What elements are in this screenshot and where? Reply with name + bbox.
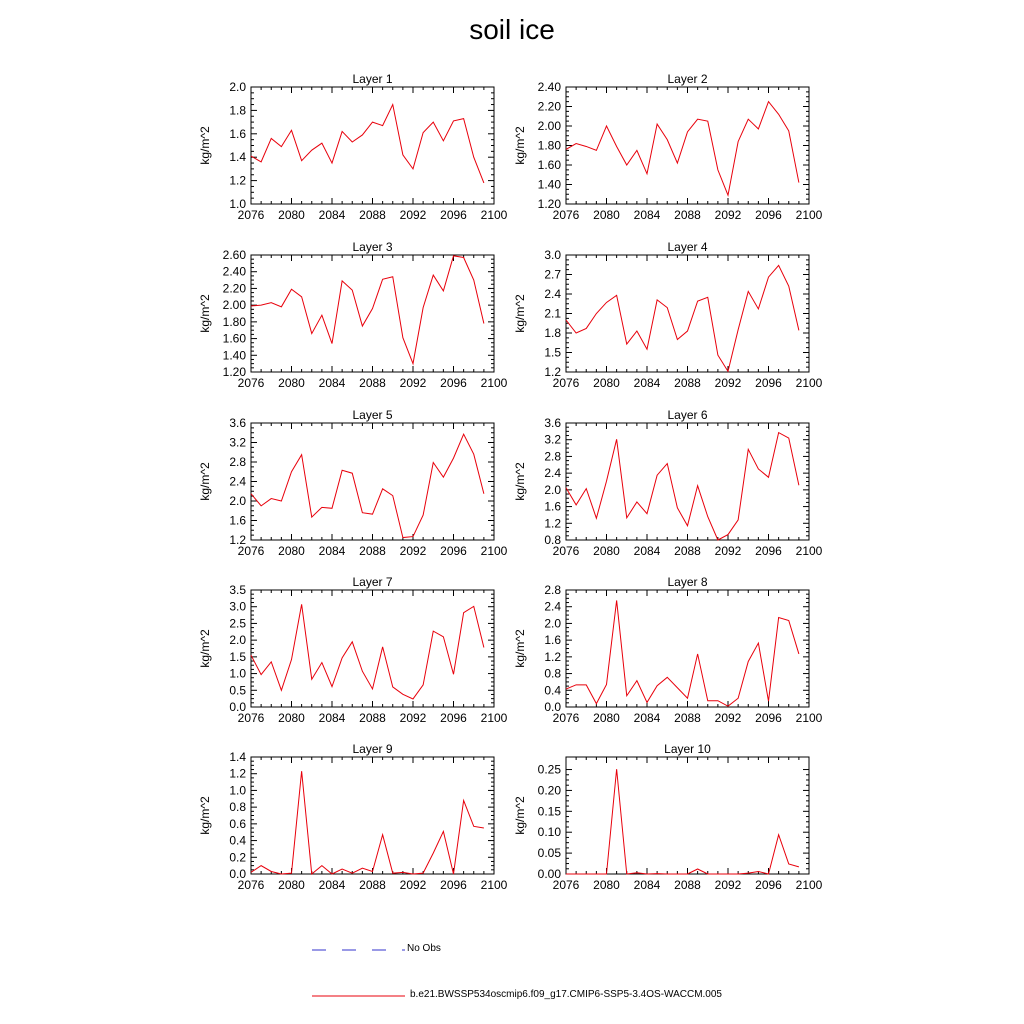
series-line [251, 105, 484, 183]
y-axis-label: kg/m^2 [198, 462, 212, 501]
x-tick-label: 2096 [755, 544, 782, 558]
y-tick-label: 2.60 [222, 248, 246, 262]
legend-swatch-no-obs [0, 940, 1024, 960]
y-tick-label: 0.8 [544, 666, 561, 681]
x-tick-label: 2080 [278, 878, 305, 892]
y-tick-label: 1.0 [229, 783, 246, 798]
y-tick-label: 0.15 [537, 804, 561, 819]
panel-5 [198, 408, 508, 558]
x-tick-label: 2084 [633, 711, 661, 725]
panel-6 [513, 408, 823, 558]
y-tick-label: 0.0 [229, 700, 246, 714]
y-tick-label: 1.6 [544, 499, 561, 514]
y-axis-label: kg/m^2 [513, 462, 527, 501]
y-axis-label: kg/m^2 [198, 629, 212, 668]
y-tick-label: 0.0 [544, 700, 561, 714]
y-tick-label: 1.2 [544, 516, 561, 531]
x-tick-label: 2092 [714, 711, 742, 725]
y-tick-label: 2.0 [229, 494, 246, 508]
y-tick-label: 1.40 [537, 177, 561, 192]
chart-title: soil ice [469, 14, 555, 45]
x-tick-label: 2080 [278, 711, 305, 725]
plot-frame [251, 423, 494, 540]
y-tick-label: 3.0 [229, 599, 246, 614]
y-tick-label: 1.2 [229, 766, 246, 781]
y-tick-label: 0.10 [537, 825, 561, 840]
y-tick-label: 0.00 [537, 867, 561, 881]
x-tick-label: 2088 [674, 208, 701, 222]
x-tick-label: 2100 [480, 544, 508, 558]
x-tick-label: 2100 [795, 878, 823, 892]
legend-label-model-run: b.e21.BWSSP534oscmip6.f09_g17.CMIP6-SSP5-3.4OS-WACCM.005 [410, 989, 722, 1000]
series-line [566, 600, 799, 706]
x-tick-label: 2080 [278, 376, 305, 390]
x-tick-label: 2080 [593, 376, 620, 390]
x-tick-label: 2088 [674, 544, 701, 558]
y-tick-label: 1.6 [544, 633, 561, 648]
x-tick-label: 2096 [440, 711, 467, 725]
y-axis-label: kg/m^2 [198, 294, 212, 333]
y-tick-label: 3.2 [544, 432, 561, 447]
y-tick-label: 2.0 [544, 482, 561, 497]
plot-frame [566, 423, 809, 540]
plot-frame [251, 255, 494, 372]
y-tick-label: 2.4 [544, 466, 561, 481]
x-tick-label: 2092 [714, 208, 742, 222]
y-tick-label: 2.20 [537, 99, 561, 114]
y-tick-label: 2.8 [544, 449, 561, 464]
y-tick-label: 2.8 [229, 455, 246, 469]
panel-4 [513, 240, 823, 390]
x-tick-label: 2076 [237, 711, 265, 725]
series-line [566, 433, 799, 540]
x-tick-label: 2088 [359, 208, 386, 222]
y-tick-label: 3.2 [229, 435, 246, 450]
y-tick-label: 0.4 [544, 683, 561, 698]
y-tick-label: 2.0 [229, 633, 246, 648]
y-tick-label: 3.6 [544, 416, 561, 430]
y-tick-label: 2.1 [544, 306, 561, 321]
panel-title: Layer 7 [352, 575, 393, 589]
x-tick-label: 2092 [714, 878, 742, 892]
y-tick-label: 1.5 [229, 649, 246, 664]
x-tick-label: 2092 [399, 711, 427, 725]
x-tick-label: 2080 [278, 544, 305, 558]
y-tick-label: 0.4 [229, 833, 246, 848]
y-tick-label: 2.0 [229, 80, 246, 94]
x-tick-label: 2100 [480, 208, 508, 222]
series-line [566, 102, 799, 196]
panel-title: Layer 4 [667, 240, 708, 254]
x-tick-label: 2076 [237, 878, 265, 892]
x-tick-label: 2088 [674, 878, 701, 892]
y-tick-label: 1.2 [544, 365, 561, 379]
legend-item-no-obs [0, 940, 1024, 960]
x-tick-label: 2100 [795, 376, 823, 390]
y-tick-label: 0.20 [537, 783, 561, 798]
x-tick-label: 2076 [552, 376, 580, 390]
x-tick-label: 2084 [633, 544, 661, 558]
y-tick-label: 1.2 [229, 533, 246, 547]
x-tick-label: 2100 [480, 376, 508, 390]
y-tick-label: 3.5 [229, 583, 246, 597]
y-axis-label: kg/m^2 [513, 796, 527, 835]
y-axis-label: kg/m^2 [198, 796, 212, 835]
x-tick-label: 2096 [755, 208, 782, 222]
x-tick-label: 2088 [359, 376, 386, 390]
y-tick-label: 1.6 [229, 126, 246, 141]
y-tick-label: 2.40 [537, 80, 561, 94]
y-tick-label: 1.2 [544, 649, 561, 664]
y-tick-label: 2.0 [544, 616, 561, 631]
y-tick-label: 1.4 [229, 150, 246, 165]
x-tick-label: 2076 [237, 544, 265, 558]
panel-9 [198, 742, 508, 892]
y-tick-label: 0.25 [537, 762, 561, 777]
x-tick-label: 2088 [674, 376, 701, 390]
panel-7 [198, 575, 508, 725]
y-tick-label: 2.7 [544, 267, 561, 282]
panel-title: Layer 3 [352, 240, 393, 254]
x-tick-label: 2088 [674, 711, 701, 725]
y-tick-label: 1.4 [229, 750, 246, 764]
series-line [566, 769, 799, 874]
x-tick-label: 2092 [399, 376, 427, 390]
y-tick-label: 1.8 [229, 103, 246, 118]
x-tick-label: 2092 [399, 878, 427, 892]
y-axis-label: kg/m^2 [513, 294, 527, 333]
x-tick-label: 2096 [440, 878, 467, 892]
panel-3 [198, 240, 508, 390]
series-line [251, 604, 484, 699]
x-tick-label: 2088 [359, 711, 386, 725]
y-tick-label: 2.00 [537, 119, 561, 133]
x-tick-label: 2080 [593, 544, 620, 558]
y-tick-label: 1.0 [229, 197, 246, 211]
panel-title: Layer 8 [667, 575, 708, 589]
y-tick-label: 1.80 [537, 138, 561, 153]
legend-item-model-run [0, 986, 1024, 1006]
plot-frame [566, 87, 809, 204]
y-tick-label: 0.2 [229, 850, 246, 865]
panel-2 [513, 72, 823, 222]
y-tick-label: 2.4 [544, 287, 561, 301]
x-tick-label: 2100 [480, 711, 508, 725]
x-tick-label: 2080 [593, 711, 620, 725]
series-line [251, 256, 484, 364]
x-tick-label: 2092 [399, 544, 427, 558]
y-tick-label: 1.60 [222, 331, 246, 346]
y-tick-label: 1.20 [537, 197, 561, 211]
y-tick-label: 1.60 [537, 158, 561, 172]
x-tick-label: 2084 [318, 208, 346, 222]
y-tick-label: 0.8 [229, 800, 246, 815]
y-tick-label: 0.8 [544, 533, 561, 547]
x-tick-label: 2096 [755, 376, 782, 390]
x-tick-label: 2084 [318, 711, 346, 725]
x-tick-label: 2092 [714, 544, 742, 558]
y-axis-label: kg/m^2 [513, 126, 527, 165]
y-tick-label: 1.2 [229, 173, 246, 188]
y-tick-label: 3.0 [544, 248, 561, 262]
plot-frame [251, 757, 494, 874]
y-tick-label: 2.40 [222, 264, 246, 279]
legend-label-no-obs: No Obs [407, 943, 441, 954]
x-tick-label: 2096 [440, 376, 467, 390]
x-tick-label: 2100 [480, 878, 508, 892]
y-tick-label: 0.05 [537, 846, 561, 861]
x-tick-label: 2080 [278, 208, 305, 222]
series-line [566, 265, 799, 371]
x-tick-label: 2076 [552, 208, 580, 222]
panel-8 [513, 575, 823, 725]
x-tick-label: 2080 [593, 208, 620, 222]
x-tick-label: 2100 [795, 544, 823, 558]
y-tick-label: 1.6 [229, 513, 246, 528]
x-tick-label: 2084 [318, 878, 346, 892]
x-tick-label: 2084 [318, 544, 346, 558]
x-tick-label: 2096 [755, 878, 782, 892]
x-tick-label: 2076 [552, 711, 580, 725]
x-tick-label: 2092 [399, 208, 427, 222]
panel-1 [198, 72, 508, 222]
panel-title: Layer 2 [667, 72, 708, 86]
x-tick-label: 2096 [440, 208, 467, 222]
x-tick-label: 2084 [633, 878, 661, 892]
x-tick-label: 2100 [795, 711, 823, 725]
x-tick-label: 2084 [633, 208, 661, 222]
y-tick-label: 0.6 [229, 816, 246, 831]
panel-title: Layer 1 [352, 72, 393, 86]
y-tick-label: 1.5 [544, 345, 561, 360]
y-tick-label: 1.0 [229, 666, 246, 681]
panel-10 [513, 742, 823, 892]
y-tick-label: 2.5 [229, 616, 246, 631]
y-tick-label: 0.0 [229, 867, 246, 881]
y-tick-label: 2.4 [544, 599, 561, 614]
x-tick-label: 2096 [440, 544, 467, 558]
y-tick-label: 3.6 [229, 416, 246, 430]
y-tick-label: 0.5 [229, 683, 246, 698]
plot-frame [251, 87, 494, 204]
x-tick-label: 2088 [359, 878, 386, 892]
y-tick-label: 2.00 [222, 298, 246, 313]
x-tick-label: 2084 [633, 376, 661, 390]
x-tick-label: 2088 [359, 544, 386, 558]
plot-frame [566, 590, 809, 707]
series-line [251, 434, 484, 537]
x-tick-label: 2092 [714, 376, 742, 390]
y-tick-label: 1.80 [222, 314, 246, 329]
y-tick-label: 1.20 [222, 365, 246, 379]
x-tick-label: 2096 [755, 711, 782, 725]
panel-title: Layer 10 [664, 742, 711, 756]
panel-title: Layer 6 [667, 408, 708, 422]
y-tick-label: 2.8 [544, 583, 561, 597]
x-tick-label: 2076 [552, 544, 580, 558]
y-axis-label: kg/m^2 [198, 126, 212, 165]
y-tick-label: 2.20 [222, 281, 246, 296]
y-axis-label: kg/m^2 [513, 629, 527, 668]
series-line [251, 771, 484, 874]
x-tick-label: 2080 [593, 878, 620, 892]
y-tick-label: 2.4 [229, 474, 246, 489]
x-tick-label: 2076 [552, 878, 580, 892]
y-tick-label: 1.8 [544, 326, 561, 340]
x-tick-label: 2084 [318, 376, 346, 390]
panel-title: Layer 9 [352, 742, 393, 756]
y-tick-label: 1.40 [222, 348, 246, 363]
x-tick-label: 2076 [237, 376, 265, 390]
panel-title: Layer 5 [352, 408, 393, 422]
x-tick-label: 2076 [237, 208, 265, 222]
x-tick-label: 2100 [795, 208, 823, 222]
